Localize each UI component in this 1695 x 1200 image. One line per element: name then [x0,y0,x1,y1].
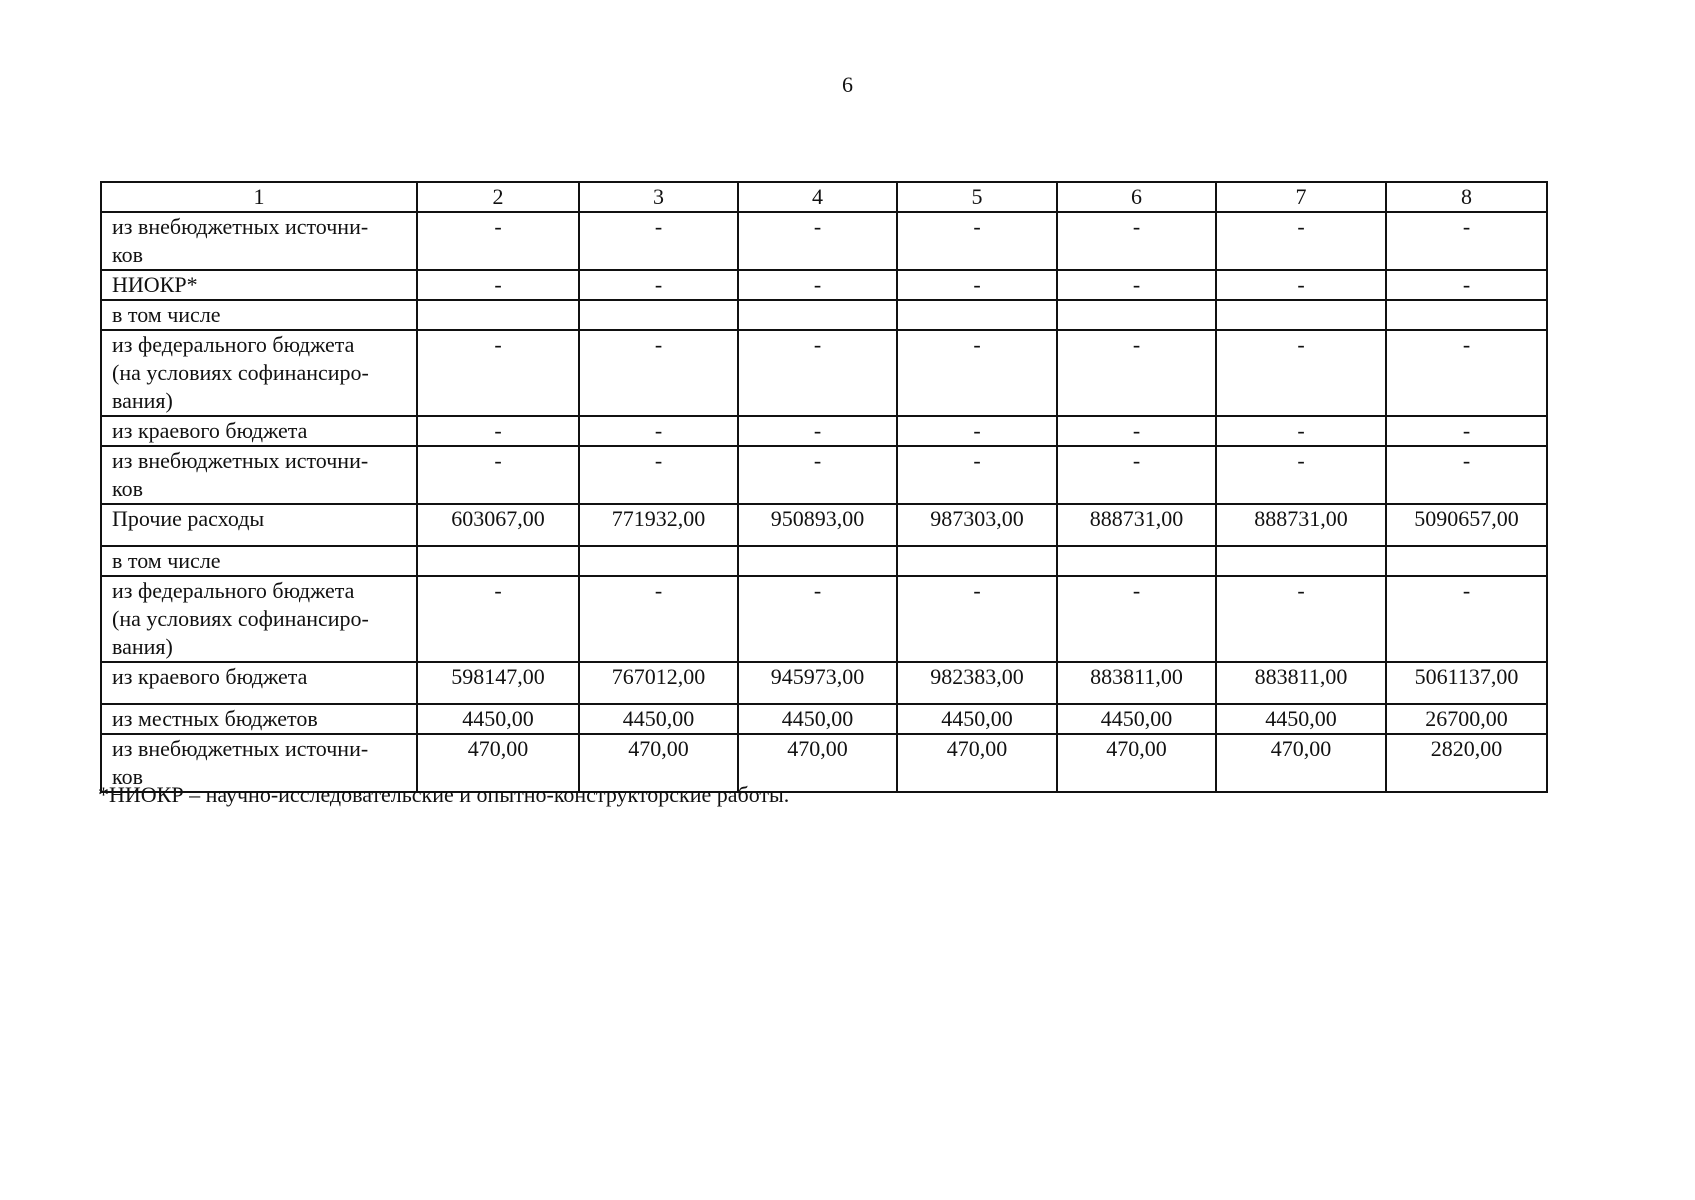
row-label: из внебюджетных источни- ков [101,446,417,504]
value-cell: - [738,416,897,446]
value-cell: - [1057,212,1216,270]
value-cell: - [1216,270,1386,300]
value-cell [1216,300,1386,330]
value-cell [579,546,738,576]
value-cell: 5090657,00 [1386,504,1547,546]
row-label: из федерального бюджета (на условиях софинансиро- вания) [101,330,417,416]
value-cell: - [1386,330,1547,416]
footnote: *НИОКР – научно-исследовательские и опытно-конструкторские работы. [98,782,790,807]
value-cell: 2820,00 [1386,734,1547,792]
value-cell: - [1386,416,1547,446]
value-cell: - [1216,446,1386,504]
table-row [101,446,1547,504]
column-number: 5 [897,182,1057,212]
table-row [101,662,1547,704]
value-cell: 4450,00 [1216,704,1386,734]
page-number: 6 [842,72,853,97]
value-cell: 470,00 [1057,734,1216,792]
value-cell: - [1216,576,1386,662]
value-cell: - [417,270,579,300]
value-cell: - [579,576,738,662]
table-row [101,704,1547,734]
table-row [101,300,1547,330]
value-cell: 883811,00 [1216,662,1386,704]
value-cell: 5061137,00 [1386,662,1547,704]
value-cell: 470,00 [738,734,897,792]
value-cell: 4450,00 [1057,704,1216,734]
value-cell [1057,300,1216,330]
value-cell: - [897,270,1057,300]
table-row [101,546,1547,576]
value-cell: 26700,00 [1386,704,1547,734]
value-cell [1216,546,1386,576]
value-cell: 888731,00 [1216,504,1386,546]
table-row [101,330,1547,416]
value-cell [738,300,897,330]
value-cell: - [738,330,897,416]
column-number: 1 [101,182,417,212]
column-number: 7 [1216,182,1386,212]
table-row [101,212,1547,270]
value-cell: - [897,576,1057,662]
column-number: 6 [1057,182,1216,212]
value-cell: - [738,212,897,270]
value-cell: 470,00 [417,734,579,792]
value-cell: 4450,00 [579,704,738,734]
value-cell: 4450,00 [897,704,1057,734]
value-cell: - [579,446,738,504]
row-label: из местных бюджетов [101,704,417,734]
value-cell: - [1057,416,1216,446]
value-cell: 987303,00 [897,504,1057,546]
value-cell [579,300,738,330]
value-cell: 598147,00 [417,662,579,704]
value-cell: - [579,416,738,446]
value-cell: - [897,446,1057,504]
value-cell: - [1386,270,1547,300]
value-cell [897,300,1057,330]
row-label: из внебюджетных источни- ков [101,212,417,270]
value-cell [1386,300,1547,330]
value-cell: - [897,212,1057,270]
value-cell: - [417,330,579,416]
value-cell: 883811,00 [1057,662,1216,704]
row-label: из краевого бюджета [101,662,417,704]
value-cell: - [579,270,738,300]
value-cell: 771932,00 [579,504,738,546]
value-cell: 888731,00 [1057,504,1216,546]
value-cell: - [1057,446,1216,504]
column-number: 2 [417,182,579,212]
value-cell: 4450,00 [738,704,897,734]
row-label: из краевого бюджета [101,416,417,446]
value-cell [1386,546,1547,576]
value-cell: 982383,00 [897,662,1057,704]
table-body [101,182,1547,792]
value-cell: 470,00 [579,734,738,792]
value-cell: - [738,270,897,300]
column-number: 4 [738,182,897,212]
value-cell: - [1057,330,1216,416]
table-row [101,416,1547,446]
value-cell: - [417,416,579,446]
row-label: НИОКР* [101,270,417,300]
table-row [101,270,1547,300]
row-label: Прочие расходы [101,504,417,546]
row-label: в том числе [101,300,417,330]
value-cell: - [1216,212,1386,270]
value-cell [417,546,579,576]
value-cell: 950893,00 [738,504,897,546]
row-label: в том числе [101,546,417,576]
value-cell: - [1386,576,1547,662]
value-cell: 603067,00 [417,504,579,546]
column-number: 3 [579,182,738,212]
value-cell: - [1386,212,1547,270]
table-row [101,576,1547,662]
value-cell: 767012,00 [579,662,738,704]
column-number: 8 [1386,182,1547,212]
value-cell: - [738,576,897,662]
value-cell: 4450,00 [417,704,579,734]
value-cell: 945973,00 [738,662,897,704]
value-cell: - [417,446,579,504]
value-cell: 470,00 [1216,734,1386,792]
value-cell [897,546,1057,576]
value-cell: 470,00 [897,734,1057,792]
row-label: из федерального бюджета (на условиях софинансиро- вания) [101,576,417,662]
value-cell [738,546,897,576]
value-cell: - [1216,330,1386,416]
value-cell: - [1057,576,1216,662]
value-cell: - [1386,446,1547,504]
value-cell: - [897,330,1057,416]
value-cell: - [1057,270,1216,300]
value-cell: - [897,416,1057,446]
value-cell: - [1216,416,1386,446]
financing-table [100,181,1548,793]
row-label: из внебюджетных источни- ков [101,734,417,792]
header-row [101,182,1547,212]
value-cell [417,300,579,330]
value-cell [1057,546,1216,576]
value-cell: - [579,330,738,416]
table-row [101,504,1547,546]
value-cell: - [417,576,579,662]
value-cell: - [738,446,897,504]
value-cell: - [579,212,738,270]
value-cell: - [417,212,579,270]
